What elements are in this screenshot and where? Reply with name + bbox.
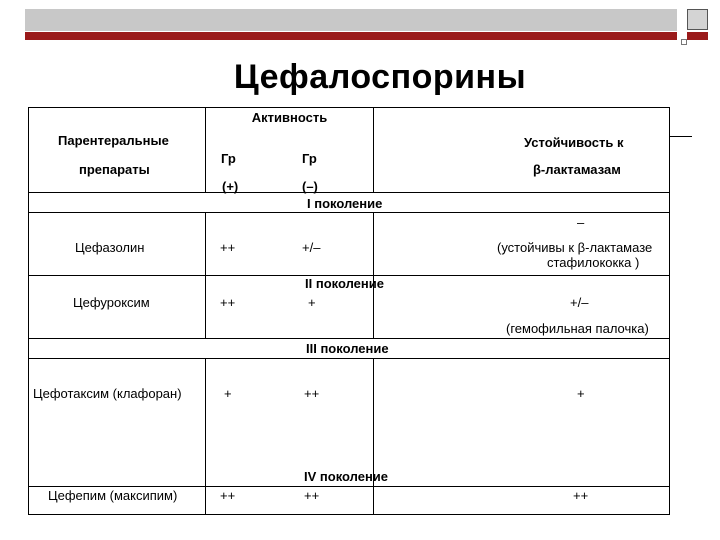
table-line [670, 136, 692, 137]
resistance-value: – [577, 215, 585, 230]
generation-label: IV поколение [304, 469, 389, 484]
generation-label: III поколение [306, 341, 389, 356]
table-line [205, 358, 206, 514]
table-line [669, 107, 670, 515]
generation-label: I поколение [307, 196, 383, 211]
table-line [28, 514, 670, 515]
resistance-note: (устойчивы к β-лактамазе [497, 240, 653, 255]
table-line [28, 338, 670, 339]
corner-square-small [681, 39, 687, 45]
resistance-value: ++ [573, 488, 589, 503]
header-bar-gray [25, 9, 677, 31]
drug-name: Цефазолин [75, 240, 145, 255]
resistance-note: (гемофильная палочка) [506, 321, 649, 336]
table-line [28, 212, 670, 213]
gram-neg-value: +/– [302, 240, 321, 255]
gram-pos-value: ++ [220, 488, 236, 503]
table-line [28, 486, 670, 487]
header-gram-neg-sign: (–) [302, 179, 318, 194]
gram-neg-value: ++ [304, 386, 320, 401]
header-gram-pos-sign: (+) [222, 179, 239, 194]
table-line [373, 107, 374, 193]
gram-pos-value: + [224, 386, 232, 401]
resistance-value: +/– [570, 295, 589, 310]
table-line [28, 107, 670, 108]
header-gram-pos: Гр [221, 151, 236, 166]
drug-name: Цефепим (максипим) [48, 488, 178, 503]
resistance-note: стафилококка ) [547, 255, 640, 270]
table-line [28, 107, 29, 515]
table-line [28, 358, 670, 359]
corner-square-gray [687, 9, 708, 30]
drug-name: Цефотаксим (клафоран) [33, 386, 182, 401]
drug-name: Цефуроксим [73, 295, 150, 310]
header-resistance-line1: Устойчивость к [524, 135, 624, 150]
header-activity: Активность [251, 110, 328, 125]
corner-square-red [687, 32, 708, 40]
table-line [205, 212, 206, 338]
gram-neg-value: + [308, 295, 316, 310]
table-line [28, 192, 670, 193]
gram-pos-value: ++ [220, 295, 236, 310]
gram-pos-value: ++ [220, 240, 236, 255]
header-drug-line1: Парентеральные [58, 133, 169, 148]
generation-label: II поколение [305, 276, 384, 291]
gram-neg-value: ++ [304, 488, 320, 503]
table-line [373, 212, 374, 338]
table-line [373, 358, 374, 514]
header-gram-neg: Гр [302, 151, 317, 166]
header-bar-red [25, 32, 677, 40]
header-resistance-line2: β-лактамазам [533, 162, 621, 177]
slide-title: Цефалоспорины [233, 58, 527, 96]
resistance-value: + [577, 386, 585, 401]
header-drug-line2: препараты [79, 162, 150, 177]
